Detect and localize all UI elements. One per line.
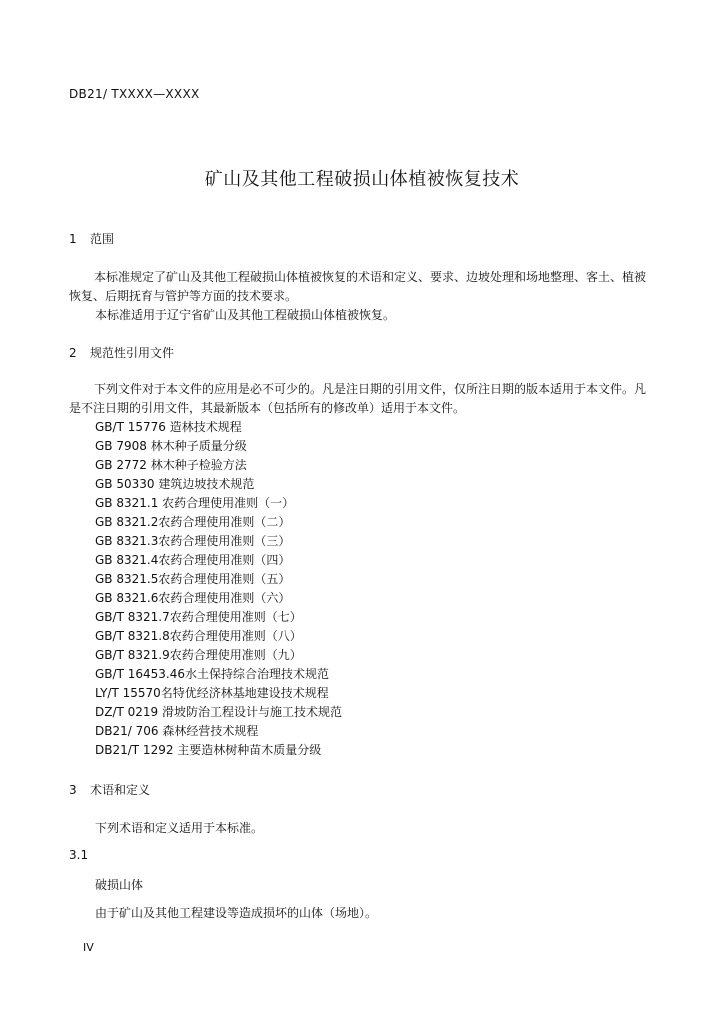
- section-title: 术语和定义: [90, 783, 151, 797]
- section-title: 规范性引用文件: [90, 346, 175, 360]
- reference-item: GB/T 8321.9农药合理使用准则（九）: [95, 648, 302, 662]
- section-2-heading: [69, 344, 174, 361]
- reference-item: GB 7908 林木种子质量分级: [95, 439, 247, 453]
- section-3-intro: 下列术语和定义适用于本标准。: [95, 821, 264, 835]
- reference-item: GB 8321.4农药合理使用准则（四）: [95, 553, 291, 567]
- reference-item: GB 8321.1 农药合理使用准则（一）: [95, 496, 295, 510]
- section-number: 3: [69, 783, 77, 797]
- reference-list: [95, 418, 342, 760]
- section-number: 1: [69, 232, 77, 246]
- section-title: 范围: [90, 232, 115, 246]
- term-name: 破损山体: [95, 878, 144, 892]
- reference-item: GB 50330 建筑边坡技术规范: [95, 477, 255, 491]
- reference-item: DZ/T 0219 滑坡防治工程设计与施工技术规范: [95, 705, 343, 719]
- section-3-heading: [69, 781, 150, 798]
- reference-item: GB 8321.5农药合理使用准则（五）: [95, 572, 291, 586]
- document-code-header: DB21/ TXXXX—XXXX: [69, 87, 200, 101]
- section-1-heading: [69, 230, 114, 247]
- reference-item: GB 2772 林木种子检验方法: [95, 458, 247, 472]
- reference-item: GB/T 15776 造林技术规程: [95, 420, 242, 434]
- reference-item: GB/T 8321.8农药合理使用准则（八）: [95, 629, 302, 643]
- reference-item: LY/T 15570名特优经济林基地建设技术规程: [95, 686, 329, 700]
- section-2-intro: 下列文件对于本文件的应用是必不可少的。凡是注日期的引用文件，仅所注日期的版本适用于本文件。凡是不注日期的引用文件，其最新版本（包括所有的修改单）适用于本文件。: [69, 382, 647, 415]
- page-number: IV: [83, 941, 94, 954]
- reference-item: GB/T 16453.46水土保持综合治理技术规范: [95, 667, 329, 681]
- page-title: 矿山及其他工程破损山体植被恢复技术: [204, 169, 520, 190]
- reference-item: DB21/ 706 森林经营技术规程: [95, 724, 259, 738]
- reference-item: DB21/T 1292 主要造林树种苗木质量分级: [95, 743, 322, 757]
- section-number: 2: [69, 346, 77, 360]
- reference-item: GB 8321.3农药合理使用准则（三）: [95, 534, 291, 548]
- reference-item: GB/T 8321.7农药合理使用准则（七）: [95, 610, 302, 624]
- section-1-paragraph-1: 本标准规定了矿山及其他工程破损山体植被恢复的术语和定义、要求、边坡处理和场地整理、客土、植被恢复、后期抚育与管护等方面的技术要求。: [69, 270, 647, 303]
- section-1-paragraph-2: 本标准适用于辽宁省矿山及其他工程破损山体植被恢复。: [95, 308, 396, 322]
- reference-item: GB 8321.6农药合理使用准则（六）: [95, 591, 291, 605]
- reference-item: GB 8321.2农药合理使用准则（二）: [95, 515, 291, 529]
- subsection-number: 3.1: [69, 848, 89, 862]
- term-definition: 由于矿山及其他工程建设等造成损坏的山体（场地）。: [95, 906, 378, 920]
